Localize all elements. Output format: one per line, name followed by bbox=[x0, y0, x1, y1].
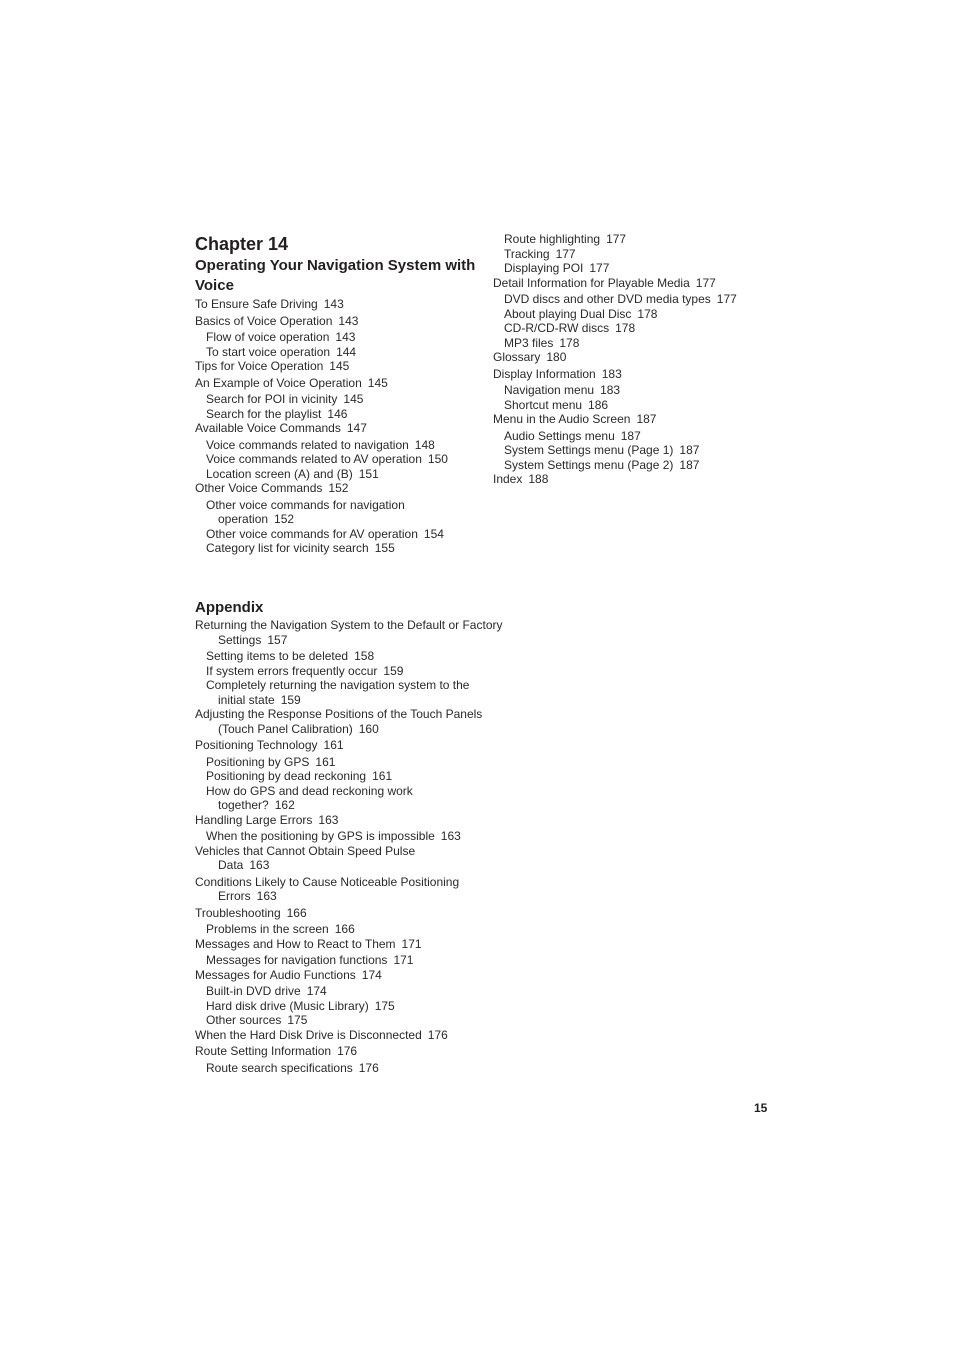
chapter-title: Chapter 14 bbox=[195, 234, 289, 254]
toc-entry[interactable]: To start voice operation 144 bbox=[206, 344, 357, 359]
toc-entry[interactable]: CD-R/CD-RW discs 178 bbox=[504, 321, 636, 335]
toc-entry[interactable]: Positioning by dead reckoning 161 bbox=[206, 769, 393, 783]
toc-entry[interactable]: Voice commands related to navigation 148 bbox=[206, 437, 435, 452]
toc-entry[interactable]: Returning the Navigation System to the Default or Factory Settings 157 bbox=[195, 618, 503, 647]
toc-entry[interactable]: MP3 files 178 bbox=[504, 335, 580, 350]
toc-entry[interactable]: Conditions Likely to Cause Noticeable Positioning Errors 163 bbox=[195, 874, 460, 903]
toc-entry[interactable]: Handling Large Errors 163 bbox=[195, 812, 339, 827]
toc-entry[interactable]: Route highlighting 177 bbox=[504, 232, 627, 246]
toc-entry[interactable]: Positioning Technology 161 bbox=[195, 738, 344, 752]
page-number: 15 bbox=[754, 1101, 768, 1115]
continued-toc bbox=[493, 232, 763, 487]
toc-entry[interactable]: Route Setting Information 176 bbox=[195, 1044, 358, 1058]
toc-entry[interactable]: Audio Settings menu 187 bbox=[504, 428, 641, 443]
toc-entry[interactable]: Tips for Voice Operation 145 bbox=[195, 359, 350, 373]
toc-entry[interactable]: Glossary 180 bbox=[493, 350, 567, 364]
appendix-toc bbox=[195, 618, 503, 1075]
toc-entry[interactable]: Navigation menu 183 bbox=[504, 383, 621, 397]
toc-entry[interactable]: How do GPS and dead reckoning work together? 162 bbox=[206, 783, 413, 812]
toc-entry[interactable]: To Ensure Safe Driving 143 bbox=[195, 297, 344, 311]
toc-entry[interactable]: When the Hard Disk Drive is Disconnected 176 bbox=[195, 1027, 448, 1042]
toc-entry[interactable]: Display Information 183 bbox=[493, 366, 622, 381]
toc-entry[interactable]: Hard disk drive (Music Library) 175 bbox=[206, 998, 395, 1013]
toc-entry[interactable]: Index 188 bbox=[493, 472, 549, 486]
toc-entry[interactable]: System Settings menu (Page 1) 187 bbox=[504, 443, 700, 457]
toc-entry[interactable]: Flow of voice operation 143 bbox=[206, 330, 356, 344]
toc-entry[interactable]: Other voice commands for navigation operation 152 bbox=[206, 497, 405, 526]
right-column bbox=[493, 232, 763, 487]
toc-entry[interactable]: Other voice commands for AV operation 154 bbox=[206, 526, 444, 541]
toc-entry[interactable]: Adjusting the Response Positions of the Touch Panels (Touch Panel Calibration) 160 bbox=[195, 707, 483, 736]
toc-entry[interactable]: Vehicles that Cannot Obtain Speed Pulse Data 163 bbox=[195, 843, 416, 872]
toc-entry[interactable]: Search for the playlist 146 bbox=[206, 406, 348, 421]
appendix-section bbox=[195, 598, 503, 1075]
left-column bbox=[195, 232, 485, 556]
toc-entry[interactable]: Positioning by GPS 161 bbox=[206, 754, 336, 769]
toc-entry[interactable]: Built-in DVD drive 174 bbox=[206, 984, 327, 998]
toc-entry[interactable]: Other Voice Commands 152 bbox=[195, 481, 349, 495]
toc-entry[interactable]: Completely returning the navigation system to the initial state 159 bbox=[206, 678, 470, 707]
toc-entry[interactable]: DVD discs and other DVD media types 177 bbox=[504, 292, 737, 306]
toc-entry[interactable]: Basics of Voice Operation 143 bbox=[195, 313, 359, 328]
toc-entry[interactable]: Route search specifications 176 bbox=[206, 1060, 379, 1075]
toc-entry[interactable]: Messages for navigation functions 171 bbox=[206, 953, 414, 967]
chapter-toc bbox=[195, 297, 485, 556]
toc-entry[interactable]: Messages and How to React to Them 171 bbox=[195, 936, 422, 951]
toc-entry[interactable]: Tracking 177 bbox=[504, 246, 576, 261]
toc-entry[interactable]: Setting items to be deleted 158 bbox=[206, 649, 375, 663]
toc-entry[interactable]: Location screen (A) and (B) 151 bbox=[206, 466, 379, 481]
toc-entry[interactable]: About playing Dual Disc 178 bbox=[504, 306, 658, 321]
toc-entry[interactable]: Detail Information for Playable Media 177 bbox=[493, 275, 716, 290]
toc-entry[interactable]: Messages for Audio Functions 174 bbox=[195, 967, 382, 982]
toc-entry[interactable]: Available Voice Commands 147 bbox=[195, 421, 367, 435]
toc-entry[interactable]: Menu in the Audio Screen 187 bbox=[493, 412, 657, 426]
toc-entry[interactable]: System Settings menu (Page 2) 187 bbox=[504, 457, 700, 472]
toc-entry[interactable]: Category list for vicinity search 155 bbox=[206, 541, 395, 555]
toc-entry[interactable]: Voice commands related to AV operation 150 bbox=[206, 452, 448, 466]
toc-entry[interactable]: Troubleshooting 166 bbox=[195, 905, 307, 920]
toc-entry[interactable]: Displaying POI 177 bbox=[504, 261, 610, 275]
section-title: Operating Your Navigation System with Voice bbox=[195, 257, 476, 294]
toc-entry[interactable]: Problems in the screen 166 bbox=[206, 922, 355, 936]
toc-entry[interactable]: An Example of Voice Operation 145 bbox=[195, 375, 388, 390]
toc-entry[interactable]: Shortcut menu 186 bbox=[504, 397, 609, 412]
toc-entry[interactable]: Other sources 175 bbox=[206, 1013, 308, 1027]
toc-entry[interactable]: If system errors frequently occur 159 bbox=[206, 663, 404, 678]
toc-entry[interactable]: Search for POI in vicinity 145 bbox=[206, 392, 364, 406]
appendix-title: Appendix bbox=[195, 599, 264, 616]
toc-entry[interactable]: When the positioning by GPS is impossible 163 bbox=[206, 829, 461, 843]
